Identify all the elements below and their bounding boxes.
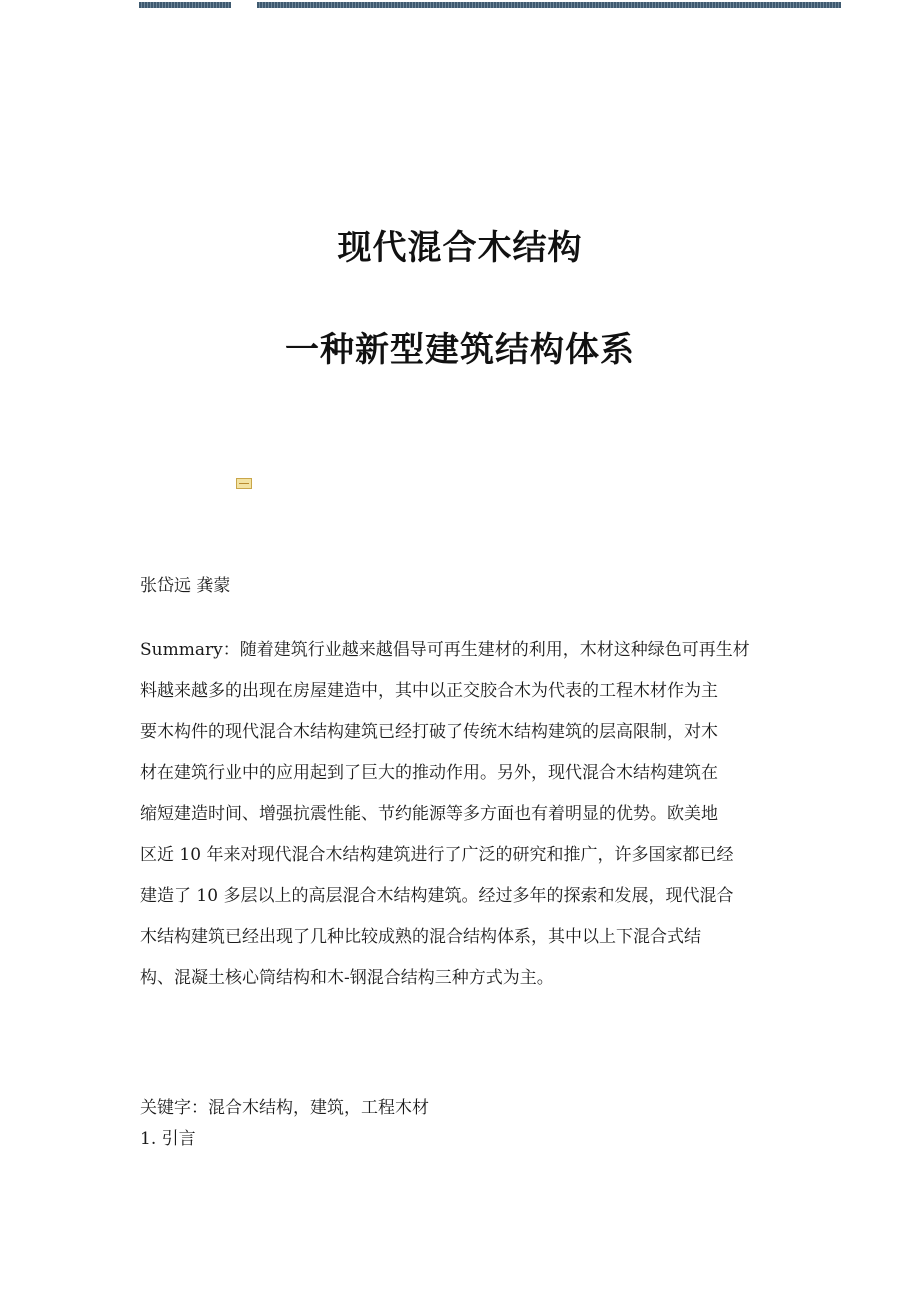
divider-bar-left <box>139 2 231 8</box>
summary-line: 要木构件的现代混合木结构建筑已经打破了传统木结构建筑的层高限制，对木 <box>140 722 718 742</box>
title-line-2: 一种新型建筑结构体系 <box>285 330 635 370</box>
divider-bar-right <box>257 2 841 8</box>
section-heading: 1. 引言 <box>140 1129 196 1149</box>
title-line-1: 现代混合木结构 <box>337 228 583 268</box>
summary-line: Summary：随着建筑行业越来越倡导可再生建材的利用，木材这种绿色可再生材 <box>140 640 750 660</box>
summary-line: 缩短建造时间、增强抗震性能、节约能源等多方面也有着明显的优势。欧美地 <box>140 804 718 824</box>
divider-ornament-icon <box>236 478 252 489</box>
summary-line: 区近 10 年来对现代混合木结构建筑进行了广泛的研究和推广，许多国家都已经 <box>140 845 734 865</box>
keywords: 关键字：混合木结构，建筑，工程木材 <box>140 1098 429 1118</box>
summary-line: 料越来越多的出现在房屋建造中，其中以正交胶合木为代表的工程木材作为主 <box>140 681 718 701</box>
summary-line: 材在建筑行业中的应用起到了巨大的推动作用。另外，现代混合木结构建筑在 <box>140 763 718 783</box>
summary-line: 构、混凝土核心筒结构和木-钢混合结构三种方式为主。 <box>140 968 554 988</box>
summary-line: 建造了 10 多层以上的高层混合木结构建筑。经过多年的探索和发展，现代混合 <box>140 886 734 906</box>
summary-line: 木结构建筑已经出现了几种比较成熟的混合结构体系，其中以上下混合式结 <box>140 927 701 947</box>
authors: 张岱远 龚蒙 <box>140 576 231 596</box>
